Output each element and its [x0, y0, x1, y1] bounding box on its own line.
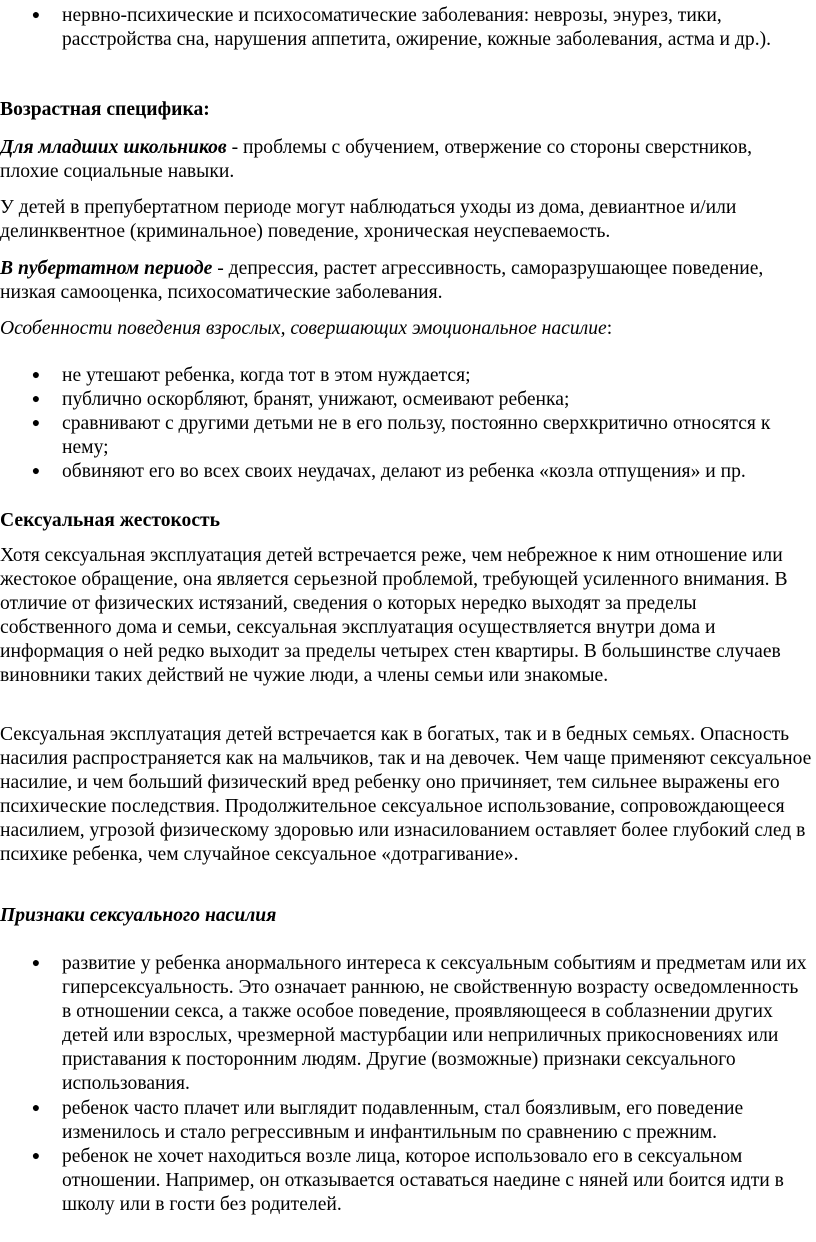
- bullet-icon: ●: [31, 1149, 41, 1164]
- paragraph-pubertal: [0, 257, 812, 305]
- paragraph-younger: [0, 136, 812, 184]
- list-item: обвиняют его во всех своих неудачах, делают из ребенка «козла отпущения» и пр.: [62, 461, 746, 482]
- younger-text: - проблемы с обучением, отвержение со стороны сверстников, плохие социальные навыки.: [0, 137, 752, 182]
- section-heading-signs: Признаки сексуального насилия: [0, 905, 277, 926]
- list-item: не утешают ребенка, когда тот в этом нуждается;: [62, 365, 471, 386]
- adults-heading: [0, 317, 812, 341]
- list-item: сравнивают с другими детьми не в его пользу, постоянно сверхкритично относятся к нему;: [62, 413, 771, 458]
- list-item: публично оскорбляют, бранят, унижают, осмеивают ребенка;: [62, 389, 570, 410]
- paragraph-sexual-1: Хотя сексуальная эксплуатация детей встречается реже, чем небрежное к ним отношение или жестокое обращение, она является серьезной проблемой, требующей усиленного внимания. В отличие от физических истязаний, сведения о которых нередко выходят за пределы собственного дома и семьи, сексуальная эксплуатация осуществляется внутри дома и информация о ней редко выходит за пределы четырех стен квартиры. В большинстве случаев виновники таких действий не чужие люди, а члены семьи или знакомые.: [0, 545, 788, 686]
- bullet-icon: ●: [31, 1101, 41, 1116]
- younger-label: Для младших школьников: [0, 137, 227, 158]
- list-item: нервно-психические и психосоматические заболевания: неврозы, энурез, тики, расстройства сна, нарушения аппетита, ожирение, кожные заболевания, астма и др.).: [62, 5, 772, 50]
- bullet-icon: ●: [31, 464, 41, 479]
- bullet-icon: ●: [31, 8, 41, 23]
- bullet-icon: ●: [31, 392, 41, 407]
- section-heading-age: Возрастная специфика:: [0, 99, 210, 120]
- list-item: ребенок часто плачет или выглядит подавленным, стал боязливым, его поведение изменилось и стало регрессивным и инфантильным по сравнению с прежним.: [62, 1098, 744, 1143]
- section-heading-sexual: Сексуальная жестокость: [0, 510, 221, 531]
- list-item: ребенок не хочет находиться возле лица, которое использовало его в сексуальном отношении. Например, он отказывается оставаться наедине с няней или боится идти в школу или в гости без родителей.: [62, 1146, 784, 1215]
- paragraph-prepubertal: У детей в препубертатном периоде могут наблюдаться уходы из дома, девиантное и/или делинквентное (криминальное) поведение, хроническая неуспеваемость.: [0, 197, 737, 242]
- pubertal-label: В пубертатном периоде: [0, 258, 213, 279]
- paragraph-sexual-2: Сексуальная эксплуатация детей встречается как в богатых, так и в бедных семьях. Опасность насилия распространяется как на мальчиков, так и на девочек. Чем чаще применяют сексуальное насилие, и чем больший физический вред ребенку оно причиняет, тем сильнее выражены его психические последствия. Продолжительное сексуальное использование, сопровождающееся насилием, угрозой физическому здоровью или изнасилованием оставляет более глубокий след в психике ребенка, чем случайное сексуальное «дотрагивание».: [0, 724, 812, 865]
- bullet-icon: ●: [31, 416, 41, 431]
- list-item: развитие у ребенка анормального интереса к сексуальным событиям и предметам или их гиперсексуальность. Это означает раннюю, не свойственную возрасту осведомленность в отношении секса, а также особое поведение, проявляющееся в соблазнении других детей или взрослых, чрезмерной мастурбации или неприличных прикосновениях или приставания к посторонним людям. Другие (возможные) признаки сексуального использования.: [62, 953, 807, 1094]
- bullet-icon: ●: [31, 956, 41, 971]
- adults-heading-label: Особенности поведения взрослых, совершающих эмоциональное насилие: [0, 318, 607, 339]
- bullet-icon: ●: [31, 368, 41, 383]
- pubertal-text: - депрессия, растет агрессивность, саморазрушающее поведение, низкая самооценка, психосоматические заболевания.: [0, 258, 764, 303]
- adults-heading-colon: :: [606, 318, 613, 339]
